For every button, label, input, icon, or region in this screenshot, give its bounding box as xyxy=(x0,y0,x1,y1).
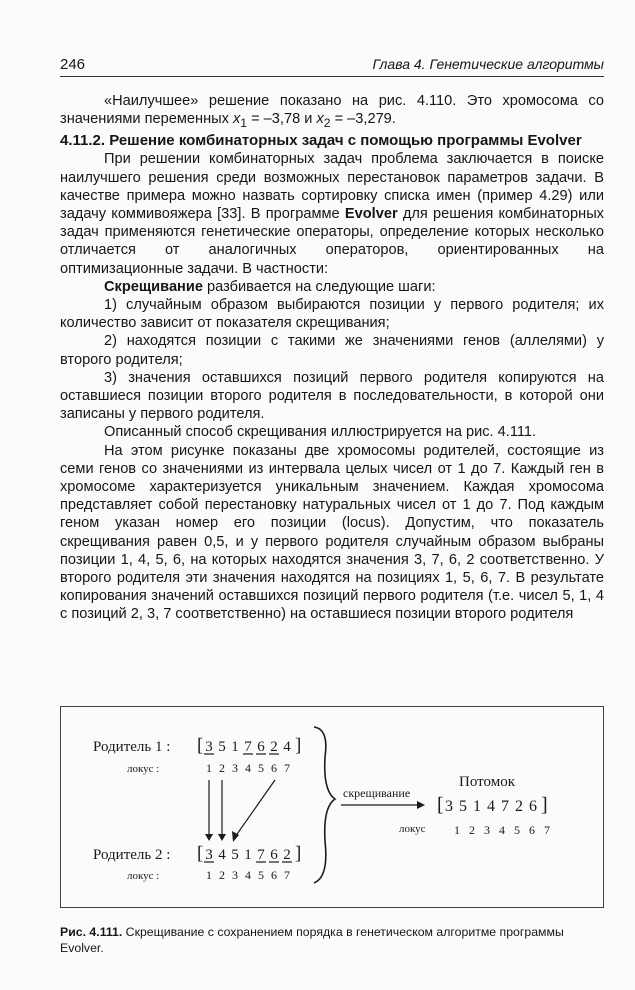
section-title: 4.11.2. Решение комбинаторных задач с помощью программы Evolver xyxy=(60,132,582,150)
parent2-loci xyxy=(206,868,290,882)
body-text xyxy=(60,92,604,624)
parent1-loci xyxy=(206,761,290,775)
caption-text: Скрещивание с сохранением порядка в генетическом алгоритме программы Evolver. xyxy=(60,925,564,955)
offspring-locus-5: 5 xyxy=(514,823,520,837)
right-brace xyxy=(314,727,335,883)
parent2-locus-7: 7 xyxy=(284,868,290,882)
parent1-bracket-open: [ xyxy=(197,735,204,756)
paragraph-explanation: На этом рисунке показаны две хромосомы родителей, состоящие из семи генов со значениями из интервала целых чисел от 1 до 7. Каждый ген в хромосоме характеризуется уникальным значением. Каждая хромосома представляет собой перестановку натуральных чисел от 1 до 7. Под каждым геном указан номер его позиции (locus). Допустим, что показатель скрещивания равен 0,5, и у первого родителя случайным образом выбраны позиции 1, 4, 5, 6, на которых находятся значения 3, 7, 6, 2 соответственно. У второго родителя эти значения находятся на позициях 1, 5, 6, 7. В результате копирования значений оставшихся позиций первого родителя (т.е. чисел 5, 1, 4 с позиций 2, 3, 7 соответственно) на оставшиеся позиции второго родителя xyxy=(60,442,604,623)
caption-label: Рис. 4.111. xyxy=(60,925,123,939)
parent1-gene-3: 1 xyxy=(231,739,239,755)
parent2-chromosome xyxy=(197,843,301,864)
crossover-diagram xyxy=(61,707,605,909)
offspring-bracket-open: [ xyxy=(437,794,444,816)
parent1-gene-2: 5 xyxy=(218,739,226,755)
offspring-gene-3: 1 xyxy=(473,798,481,815)
offspring-label: Потомок xyxy=(459,774,515,790)
parent2-label: Родитель 2 : xyxy=(93,847,171,863)
parent1-label: Родитель 1 : xyxy=(93,739,171,755)
offspring-locus-6: 6 xyxy=(529,823,535,837)
parent2-bracket-close: ] xyxy=(295,843,302,864)
offspring-locus-2: 2 xyxy=(469,823,475,837)
parent2-locus-6: 6 xyxy=(271,868,277,882)
figure-4-111 xyxy=(60,706,604,908)
paragraph-result: «Наилучшее» решение показано на рис. 4.110. Это хромосома со значениями переменных $x_1 = -3,78$ и $x_2 = -3,279$. xyxy=(60,93,604,131)
paragraph-intro: При решении комбинаторных задач проблема заключается в поиске наилучшего решения среди возможных перестановок параметров задачи. В качестве примера можно назвать сортировку списка имен (пример 4.29) или задачу коммивояжера [33]. В программе Evolver для решения комбинаторных задач применяются генетические операторы, определение которых несколько отличается от аналогичных операторов, ориентированных на оптимизационные задачи. В частности: xyxy=(60,151,604,277)
list-item-step-1: 1) случайным образом выбираются позиции у первого родителя; их количество зависит от показателя скрещивания; xyxy=(60,296,604,332)
offspring-gene-7: 6 xyxy=(529,798,537,815)
list-item-step-2: 2) находятся позиции с такими же значениями генов (аллелями) у второго родителя; xyxy=(60,333,604,368)
offspring-locus-label: локус xyxy=(399,823,426,835)
parent1-gene-1: 3 xyxy=(205,739,213,755)
parent1-locus-1: 1 xyxy=(206,761,212,775)
page-header xyxy=(60,50,604,77)
offspring-locus-7: 7 xyxy=(544,823,550,837)
parent1-gene-4: 7 xyxy=(244,739,252,755)
parent1-locus-6: 6 xyxy=(271,761,277,775)
parent2-gene-6: 6 xyxy=(270,847,278,863)
parent2-gene-4: 1 xyxy=(244,847,252,863)
offspring-gene-2: 5 xyxy=(459,798,467,815)
parent1-locus-3: 3 xyxy=(232,761,238,775)
parent2-gene-7: 2 xyxy=(283,847,291,863)
parent1-chromosome xyxy=(197,735,301,756)
offspring-bracket-close: ] xyxy=(541,794,548,816)
parent2-bracket-open: [ xyxy=(197,843,204,864)
mapping-arrows xyxy=(205,780,275,842)
parent2-locus-2: 2 xyxy=(219,868,225,882)
paragraph-crossover: Скрещивание разбивается на следующие шаги: xyxy=(104,278,436,295)
offspring-gene-6: 2 xyxy=(515,798,523,815)
parent2-gene-5: 7 xyxy=(257,847,265,863)
parent1-locus-2: 2 xyxy=(219,761,225,775)
parent2-locus-5: 5 xyxy=(258,868,264,882)
figure-caption xyxy=(60,924,604,956)
parent1-gene-7: 4 xyxy=(283,739,291,755)
parent2-gene-2: 4 xyxy=(218,847,226,863)
parent1-locus-7: 7 xyxy=(284,761,290,775)
arrowhead-gene-1 xyxy=(205,834,213,841)
page-number: 246 xyxy=(60,56,86,73)
parent1-locus-label: локус : xyxy=(127,763,160,775)
parent2-gene-1: 3 xyxy=(205,847,213,863)
list-item-step-3: 3) значения оставшихся позиций первого родителя копируются на оставшиеся позиции второго родителя в последовательности, в которой они записаны у первого родителя. xyxy=(60,369,604,423)
offspring-locus-4: 4 xyxy=(499,823,505,837)
offspring-gene-4: 4 xyxy=(487,798,495,815)
operation-arrowhead xyxy=(417,801,425,809)
paragraph-illustration: Описанный способ скрещивания иллюстрируется на рис. 4.111. xyxy=(104,424,537,441)
parent1-bracket-close: ] xyxy=(295,735,302,756)
running-head: Глава 4. Генетические алгоритмы xyxy=(372,56,604,72)
parent1-gene-5: 6 xyxy=(257,739,265,755)
parent2-gene-3: 5 xyxy=(231,847,239,863)
offspring-locus-1: 1 xyxy=(454,823,460,837)
parent2-locus-4: 4 xyxy=(245,868,251,882)
parent2-locus-1: 1 xyxy=(206,868,212,882)
operation-label: скрещивание xyxy=(343,786,411,800)
arrowhead-gene-2 xyxy=(218,834,226,841)
parent1-locus-4: 4 xyxy=(245,761,251,775)
parent1-locus-5: 5 xyxy=(258,761,264,775)
offspring-locus-3: 3 xyxy=(484,823,490,837)
parent1-gene-6: 2 xyxy=(270,739,278,755)
parent2-locus-3: 3 xyxy=(232,868,238,882)
parent2-locus-label: локус : xyxy=(127,870,160,882)
offspring-gene-5: 7 xyxy=(501,798,509,815)
offspring-chromosome xyxy=(437,794,548,816)
offspring-loci xyxy=(454,823,550,837)
arrow-gene-3 xyxy=(235,780,275,837)
offspring-gene-1: 3 xyxy=(445,798,453,815)
